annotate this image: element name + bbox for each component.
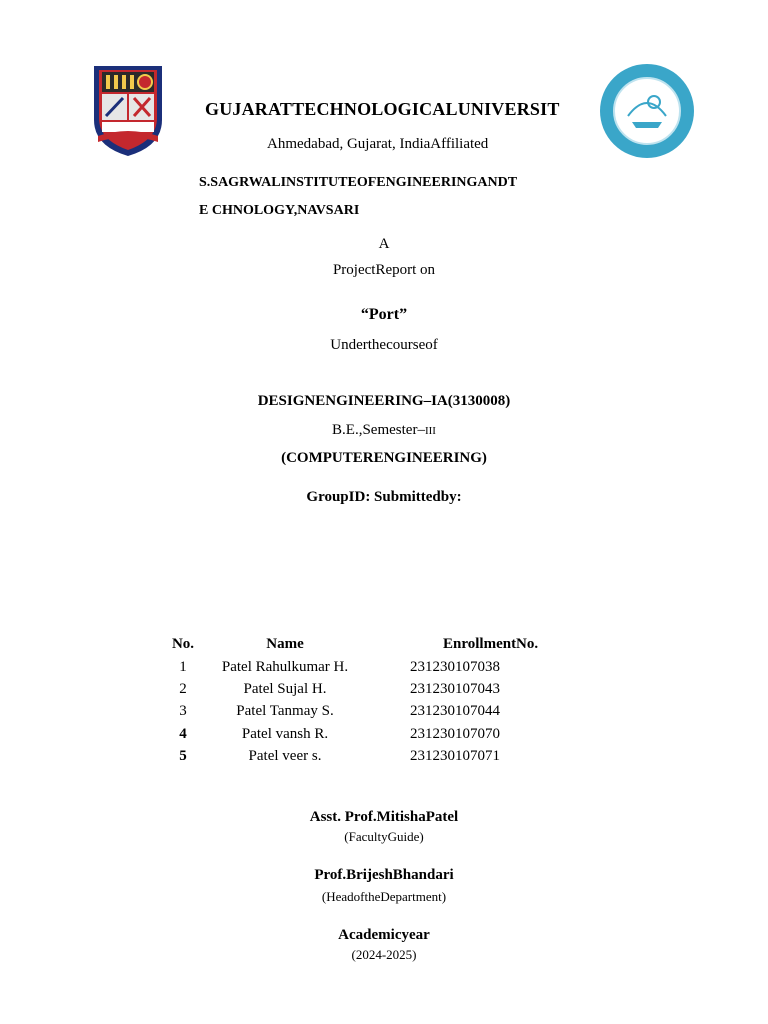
foundation-logo xyxy=(598,62,696,160)
row-no: 3 xyxy=(179,703,187,719)
academic-year-value: (2024-2025) xyxy=(351,947,417,962)
row-name: Patel Rahulkumar H. xyxy=(221,659,349,675)
institute-name-line2: E CHNOLOGY,NAVSARI xyxy=(199,203,360,218)
header-name: Name xyxy=(266,636,304,652)
report-a: A xyxy=(378,236,390,252)
university-crest-logo xyxy=(90,60,166,158)
row-name: Patel Tanmay S. xyxy=(236,703,334,719)
faculty-guide-role: (FacultyGuide) xyxy=(344,829,424,844)
institute-name-line1: S.SAGRWALINSTITUTEOFENGINEERINGANDT xyxy=(199,175,518,190)
header-no: No. xyxy=(171,636,195,652)
row-enrollment: 231230107043 xyxy=(410,681,500,697)
table-row xyxy=(0,726,768,746)
branch-name: (COMPUTERENGINEERING) xyxy=(281,450,487,466)
row-no: 1 xyxy=(179,659,187,675)
header-enrollment: EnrollmentNo. xyxy=(443,636,539,652)
row-no: 2 xyxy=(179,681,187,697)
semester-roman: III xyxy=(424,425,436,437)
table-row xyxy=(0,681,768,701)
project-report-on: ProjectReport on xyxy=(332,262,436,278)
row-name: Patel veer s. xyxy=(248,748,322,764)
project-title: “Port” xyxy=(360,306,408,323)
hod-name: Prof.BrijeshBhandari xyxy=(314,867,454,883)
row-enrollment: 231230107071 xyxy=(410,748,500,764)
course-name: DESIGNENGINEERING–IA(3130008) xyxy=(257,393,511,409)
row-enrollment: 231230107038 xyxy=(410,659,500,675)
row-no: 5 xyxy=(179,748,187,764)
row-enrollment: 231230107044 xyxy=(410,703,500,719)
row-enrollment: 231230107070 xyxy=(410,726,500,742)
student-table xyxy=(0,636,768,776)
table-row xyxy=(0,703,768,723)
table-row xyxy=(0,748,768,768)
under-course-text: Underthecourseof xyxy=(330,337,438,353)
group-submitted-by: GroupID: Submittedby: xyxy=(306,489,462,505)
row-name: Patel Sujal H. xyxy=(243,681,327,697)
table-header xyxy=(0,636,768,656)
row-no: 4 xyxy=(179,726,187,742)
semester-text xyxy=(0,422,768,439)
faculty-guide-name: Asst. Prof.MitishaPatel xyxy=(309,809,459,825)
university-title: GUJARATTECHNOLOGICALUNIVERSIT xyxy=(205,99,560,119)
affiliation-text: Ahmedabad, Gujarat, IndiaAffiliated xyxy=(267,136,489,152)
table-row xyxy=(0,659,768,679)
hod-role: (HeadoftheDepartment) xyxy=(321,889,447,904)
semester-main: B.E.,Semester– xyxy=(332,422,425,438)
academic-year-label: Academicyear xyxy=(338,927,430,943)
row-name: Patel vansh R. xyxy=(241,726,329,742)
